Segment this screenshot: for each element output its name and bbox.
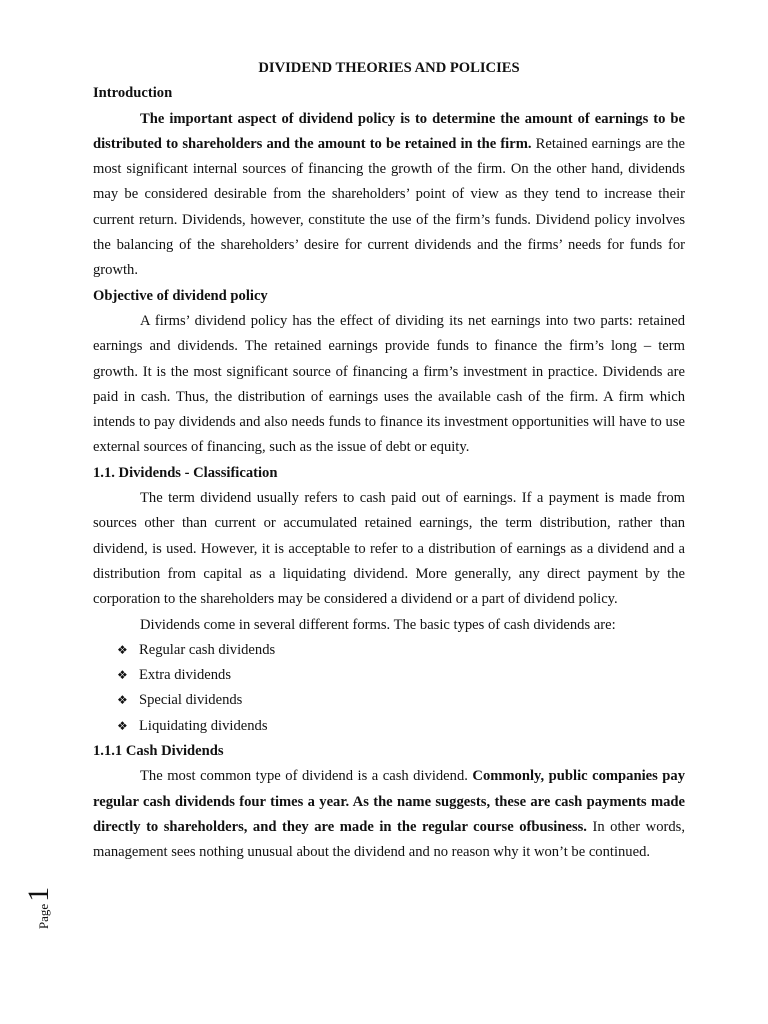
list-item-text: Extra dividends xyxy=(139,667,232,684)
introduction-heading: Introduction xyxy=(93,85,173,102)
document-page xyxy=(93,56,685,866)
dividend-types-list xyxy=(93,638,685,739)
list-item xyxy=(117,663,685,688)
objective-paragraph: A firms’ dividend policy has the effect of dividing its net earnings into two parts: retained earnings and dividends. The retained earnings provide funds to finance the firm’s long – term growth. It is the most significant source of financing a firm’s investment in practice. Dividends are paid in cash. Thus, the distribution of earnings uses the available cash of the firm. A firm which intends to pay dividends and also needs funds to finance its investment opportunities will have to use external sources of financing, such as the issue of debt or equity. xyxy=(93,312,685,456)
diamond-bullet-icon: ❖ xyxy=(117,693,128,708)
page-number: 1 xyxy=(22,886,55,902)
cash-dividends-paragraph xyxy=(93,764,685,865)
classification-heading: 1.1. Dividends - Classification xyxy=(93,464,278,481)
objective-heading: Objective of dividend policy xyxy=(93,287,268,304)
document-title: DIVIDEND THEORIES AND POLICIES xyxy=(258,60,520,76)
list-item-text: Special dividends xyxy=(139,692,243,709)
diamond-bullet-icon: ❖ xyxy=(117,718,128,733)
classification-lead: Dividends come in several different forms. The basic types of cash dividends are: xyxy=(140,616,616,633)
cash-dividends-bold-text: Commonly, public companies pay regular cash dividends four times a year. As the name suggests, these are cash payments made directly to shareholders, and they are made in the regular course ofbusiness. xyxy=(93,768,685,835)
page-number-label xyxy=(24,888,68,928)
introduction-bold-text: The important aspect of dividend policy is to determine the amount of earnings to be distributed to shareholders and the amount to be retained in the firm. xyxy=(93,110,685,152)
classification-paragraph: The term dividend usually refers to cash paid out of earnings. If a payment is made from sources other than current or accumulated retained earnings, the term distribution, rather than dividend, is used. However, it is acceptable to refer to a distribution of earnings as a dividend and a distribution from capital as a liquidating dividend. More generally, any direct payment by the corporation to the shareholders may be considered a dividend or a part of dividend policy. xyxy=(93,490,685,608)
list-item xyxy=(117,638,685,663)
page-word: Page xyxy=(36,903,51,930)
cash-dividends-intro: The most common type of dividend is a cash dividend. xyxy=(140,768,473,785)
list-item-text: Regular cash dividends xyxy=(139,641,276,658)
introduction-paragraph xyxy=(93,107,685,284)
diamond-bullet-icon: ❖ xyxy=(117,642,128,657)
diamond-bullet-icon: ❖ xyxy=(117,668,128,683)
list-item-text: Liquidating dividends xyxy=(139,717,268,734)
cash-dividends-text: In other words, management sees nothing unusual about the dividend and no reason why it won’t be continued. xyxy=(93,818,685,861)
introduction-text: Retained earnings are the most significant internal sources of financing the growth of the firm. On the other hand, dividends may be considered desirable from the shareholders’ point of view as they tend to increase their current return. Dividends, however, constitute the use of the firm’s funds. Dividend policy involves the balancing of the shareholders’ desire for current dividends and the firms’ needs for funds for growth. xyxy=(93,135,686,279)
list-item xyxy=(117,714,685,739)
list-item xyxy=(117,688,685,713)
cash-dividends-heading: 1.1.1 Cash Dividends xyxy=(93,743,224,760)
